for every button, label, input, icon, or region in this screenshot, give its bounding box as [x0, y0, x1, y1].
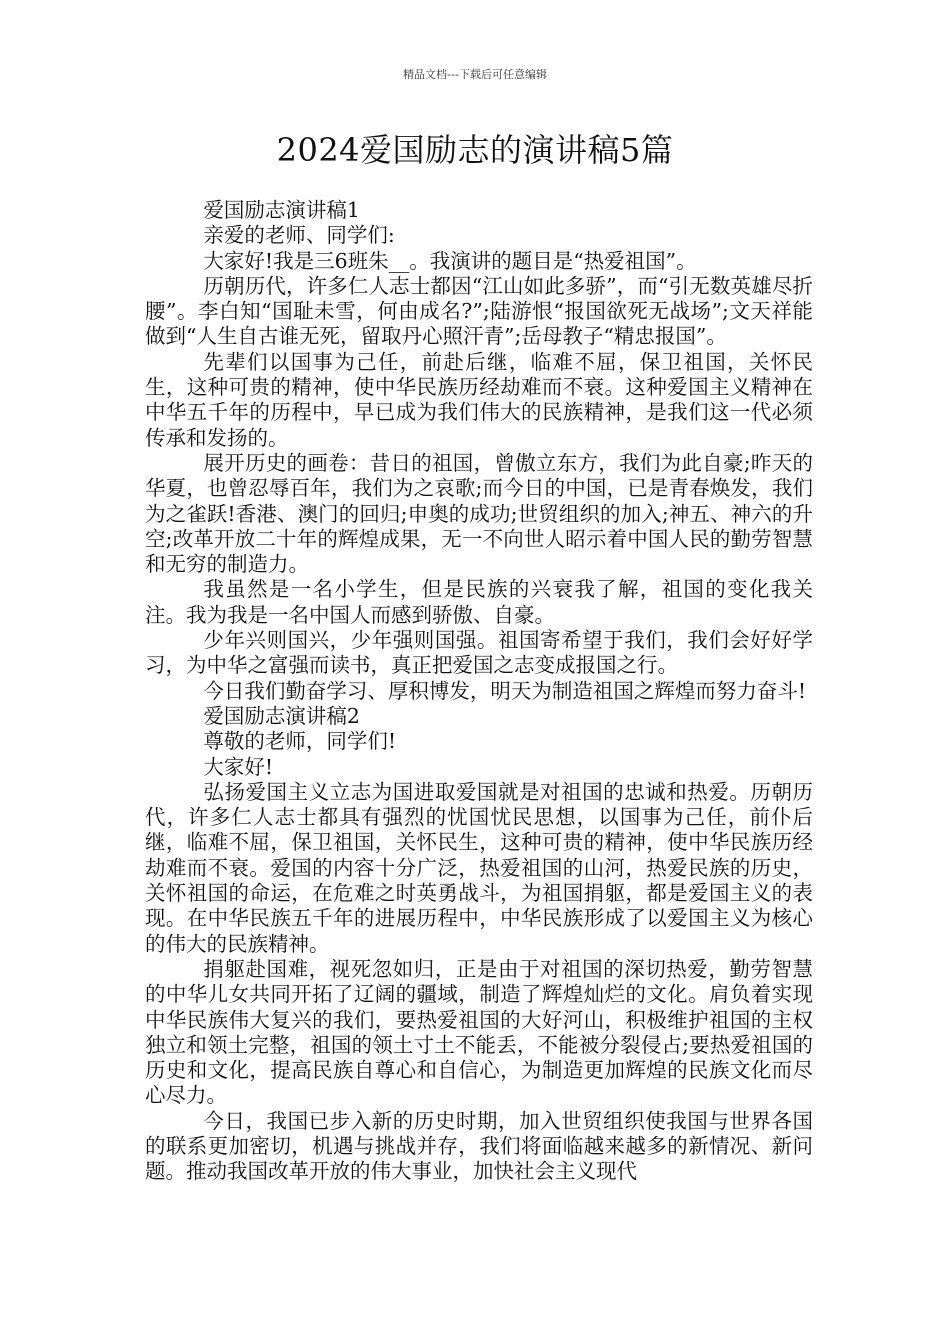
- speech-2-heading: 爱国励志演讲稿2: [203, 703, 360, 728]
- paragraph: 弘扬爱国主义立志为国进取爱国就是对祖国的忠诚和热爱。历朝历代，许多仁人志士都具有强烈的忧国忧民思想，以国事为己任，前仆后继，临难不屈，保卫祖国，关怀民生，这种可贵的精神，使中华民族历经劫难而不衰。爱国的内容十分广泛，热爱祖国的山河，热爱民族的历史，关怀祖国的命运，在危难之时英勇战斗，为祖国捐躯，都是爱国主义的表现。在中华民族五千年的进展历程中，中华民族形成了以爱国主义为核心的伟大的民族精神。: [145, 779, 813, 956]
- paragraph: 今日我们勤奋学习、厚积博发，明天为制造祖国之辉煌而努力奋斗!: [203, 678, 807, 703]
- speech-1-heading: 爱国励志演讲稿1: [203, 198, 360, 222]
- document-title: 2024爱国励志的演讲稿5篇: [276, 131, 674, 169]
- paragraph: 我虽然是一名小学生，但是民族的兴衰我了解，祖国的变化我关注。我为我是一名中国人而感到骄傲、自豪。: [145, 577, 813, 627]
- paragraph: 捐躯赴国难，视死忽如归，正是由于对祖国的深切热爱，勤劳智慧的中华儿女共同开拓了辽阔的疆域，制造了辉煌灿烂的文化。肩负着实现中华民族伟大复兴的我们，要热爱祖国的大好河山，积极维护祖国的主权独立和领土完整，祖国的领土寸土不能丢，不能被分裂侵占;要热爱祖国的历史和文化，提高民族自尊心和自信心，为制造更加辉煌的民族文化而尽心尽力。: [145, 956, 813, 1108]
- header-note: 精品文档---下载后可任意编辑: [403, 68, 547, 81]
- speech-2-salutation: 尊敬的老师，同学们!: [203, 729, 397, 754]
- paragraph: 展开历史的画卷：昔日的祖国，曾傲立东方，我们为此自豪;昨天的华夏，也曾忍辱百年，我们为之哀歌;而今日的中国，已是青春焕发，我们为之雀跃!香港、澳门的回归;申奥的成功;世贸组织的加入;神五、神六的升空;改革开放二十年的辉煌成果，无一不向世人昭示着中国人民的勤劳智慧和无穷的制造力。: [145, 450, 813, 577]
- speech-1-salutation: 亲爱的老师、同学们:: [203, 223, 395, 248]
- document-body: [145, 198, 813, 1185]
- paragraph: 先辈们以国事为己任，前赴后继，临难不屈，保卫祖国，关怀民生，这种可贵的精神，使中华民族历经劫难而不衰。这种爱国主义精神在中华五千年的历程中，早已成为我们伟大的民族精神，是我们这一代必须传承和发扬的。: [145, 349, 813, 450]
- speech-1-greeting: 大家好!我是三6班朱__。我演讲的题目是“热爱祖国”。: [203, 248, 697, 273]
- paragraph: 少年兴则国兴，少年强则国强。祖国寄希望于我们，我们会好好学习，为中华之富强而读书，真正把爱国之志变成报国之行。: [145, 628, 813, 678]
- speech-2-greeting: 大家好!: [203, 754, 274, 779]
- paragraph: 历朝历代，许多仁人志士都因“江山如此多骄”，而“引无数英雄尽折腰”。李白知“国耻未雪，何由成名?”;陆游恨“报国欲死无战场”;文天祥能做到“人生自古谁无死，留取丹心照汗青”;岳母教子“精忠报国”。: [145, 273, 813, 349]
- paragraph: 今日，我国已步入新的历史时期，加入世贸组织使我国与世界各国的联系更加密切，机遇与挑战并存，我们将面临越来越多的新情况、新问题。推动我国改革开放的伟大事业，加快社会主义现代: [145, 1108, 813, 1184]
